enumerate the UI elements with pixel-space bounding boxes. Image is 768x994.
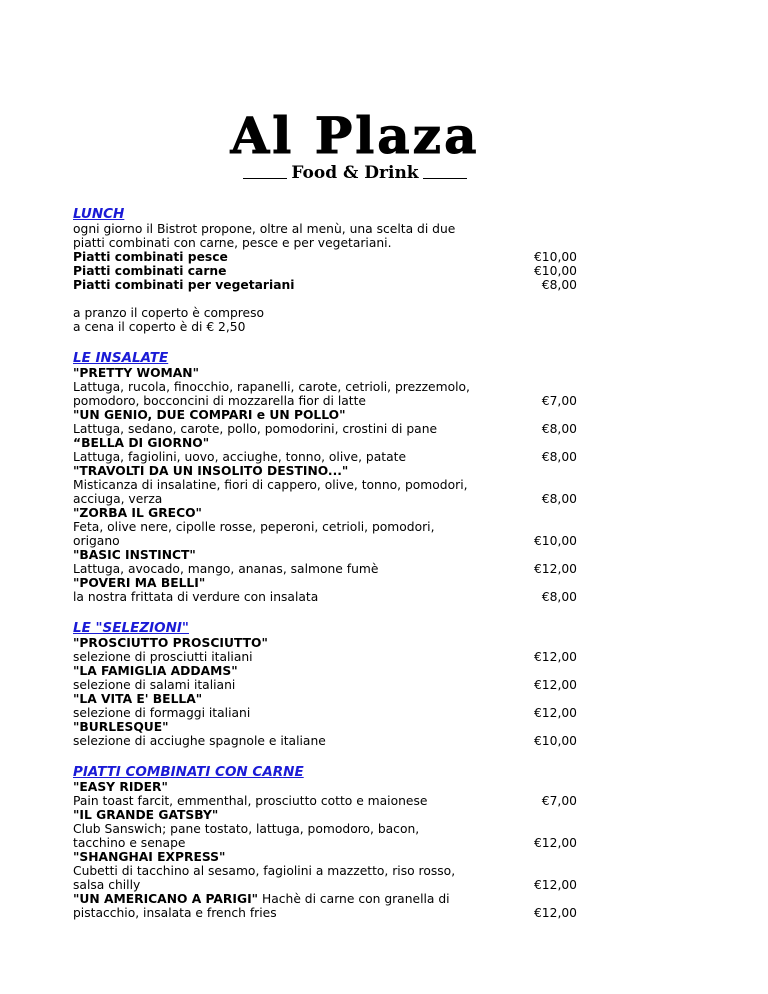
- logo-subtitle-row: [210, 164, 500, 182]
- item-price: €8,00: [541, 278, 577, 292]
- item-desc: "UN AMERICANO A PARIGI" Hachè di carne con granella di pistacchio, insalata e french fries: [73, 892, 450, 920]
- item-name: "POVERI MA BELLI": [73, 576, 206, 590]
- item-price: €12,00: [533, 650, 577, 664]
- item-price: €12,00: [533, 836, 577, 850]
- item-name: "EASY RIDER": [73, 780, 168, 794]
- item-price: €8,00: [541, 422, 577, 436]
- item-desc: Lattuga, sedano, carote, pollo, pomodorini, crostini di pane: [73, 422, 438, 436]
- item-price: €8,00: [541, 450, 577, 464]
- item-name: "LA FAMIGLIA ADDAMS": [73, 664, 238, 678]
- item-price: €12,00: [533, 706, 577, 720]
- item-price: €7,00: [541, 394, 577, 408]
- item-desc: Club Sanswich; pane tostato, lattuga, pomodoro, bacon, tacchino e senape: [73, 822, 420, 850]
- menu-item: [73, 664, 577, 692]
- item-desc: selezione di salami italiani: [73, 678, 236, 692]
- menu-item: [73, 576, 577, 604]
- menu-item: [73, 506, 577, 548]
- lunch-intro: ogni giorno il Bistrot propone, oltre al menù, una scelta di due piatti combinati con carne, pesce e per vegetariani.: [73, 222, 456, 250]
- item-name: "LA VITA E' BELLA": [73, 692, 203, 706]
- logo-title: Al Plaza: [230, 106, 480, 165]
- menu-item: [73, 436, 577, 464]
- item-price: €12,00: [533, 678, 577, 692]
- menu-item: [73, 692, 577, 720]
- lunch-item: Piatti combinati pesce €10,00: [73, 250, 577, 264]
- item-price: €8,00: [541, 590, 577, 604]
- logo-rule-left: [243, 178, 287, 179]
- item-name: "PROSCIUTTO PROSCIUTTO": [73, 636, 268, 650]
- item-price: €10,00: [533, 534, 577, 548]
- logo: [210, 108, 500, 182]
- cover-note-dinner: a cena il coperto è di € 2,50: [73, 320, 246, 334]
- item-desc: Lattuga, avocado, mango, ananas, salmone fumè: [73, 562, 379, 576]
- item-desc: Pain toast farcit, emmenthal, prosciutto cotto e maionese: [73, 794, 428, 808]
- item-desc: la nostra frittata di verdure con insalata: [73, 590, 319, 604]
- section-heading-lunch[interactable]: LUNCH: [73, 206, 125, 222]
- item-desc: selezione di formaggi italiani: [73, 706, 251, 720]
- section-heading-insalate[interactable]: LE INSALATE: [73, 350, 169, 366]
- menu-item: [73, 720, 577, 748]
- menu-item: [73, 850, 577, 892]
- lunch-item: Piatti combinati carne €10,00: [73, 264, 577, 278]
- item-name: "BASIC INSTINCT": [73, 548, 196, 562]
- item-desc: Feta, olive nere, cipolle rosse, peperoni, cetrioli, pomodori, origano: [73, 520, 435, 548]
- item-name: "BURLESQUE": [73, 720, 169, 734]
- section-heading-carne[interactable]: PIATTI COMBINATI CON CARNE: [73, 764, 304, 780]
- item-price: €10,00: [533, 250, 577, 264]
- item-name: “BELLA DI GIORNO": [73, 436, 210, 450]
- logo-subtitle: Food & Drink: [291, 163, 419, 183]
- lunch-item: Piatti combinati per vegetariani €8,00: [73, 278, 577, 292]
- item-name: "IL GRANDE GATSBY": [73, 808, 219, 822]
- menu-item: [73, 366, 577, 408]
- item-desc: selezione di acciughe spagnole e italiane: [73, 734, 326, 748]
- item-desc: Misticanza di insalatine, fiori di cappero, olive, tonno, pomodori, acciuga, verza: [73, 478, 468, 506]
- item-name: "UN GENIO, DUE COMPARI e UN POLLO": [73, 408, 346, 422]
- menu-item: [73, 808, 577, 850]
- item-price: €10,00: [533, 264, 577, 278]
- menu-item: [73, 780, 577, 808]
- item-price: €7,00: [541, 794, 577, 808]
- menu-item: [73, 464, 577, 506]
- section-heading-selezioni[interactable]: LE "SELEZIONI": [73, 620, 189, 636]
- item-desc: Lattuga, rucola, finocchio, rapanelli, carote, cetrioli, prezzemolo, pomodoro, bocconcini di mozzarella fior di latte: [73, 380, 470, 408]
- logo-rule-right: [423, 178, 467, 179]
- item-name: "SHANGHAI EXPRESS": [73, 850, 226, 864]
- menu-item: [73, 892, 577, 920]
- item-name: "ZORBA IL GRECO": [73, 506, 202, 520]
- item-price: €12,00: [533, 878, 577, 892]
- menu-item: [73, 408, 577, 436]
- item-price: €8,00: [541, 492, 577, 506]
- menu-content: [73, 206, 577, 920]
- cover-note-lunch: a pranzo il coperto è compreso: [73, 306, 265, 320]
- item-desc: Cubetti di tacchino al sesamo, fagiolini a mazzetto, riso rosso, salsa chilly: [73, 864, 456, 892]
- item-desc: Lattuga, fagiolini, uovo, acciughe, tonno, olive, patate: [73, 450, 407, 464]
- item-price: €12,00: [533, 562, 577, 576]
- item-name: "PRETTY WOMAN": [73, 366, 200, 380]
- menu-item: [73, 636, 577, 664]
- item-price: €10,00: [533, 734, 577, 748]
- item-name: "UN AMERICANO A PARIGI": [73, 892, 259, 906]
- item-name: "TRAVOLTI DA UN INSOLITO DESTINO...": [73, 464, 349, 478]
- item-price: €12,00: [533, 906, 577, 920]
- menu-item: [73, 548, 577, 576]
- item-desc: selezione di prosciutti italiani: [73, 650, 253, 664]
